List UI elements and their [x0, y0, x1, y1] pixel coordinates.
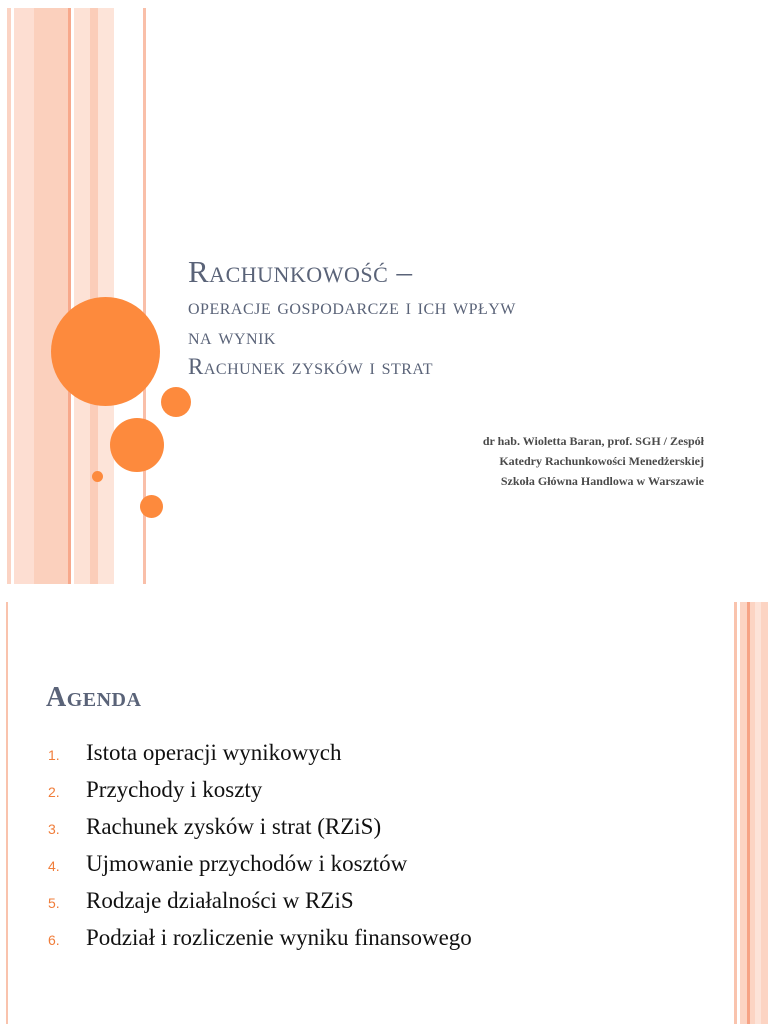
agenda-item [48, 740, 472, 777]
agenda-item-number: 3. [48, 821, 60, 837]
title-subtitle-line-3: Rachunek zysków i strat [188, 354, 433, 379]
decorative-stripe [740, 602, 768, 1024]
decorative-circle-large [51, 297, 160, 406]
agenda-item [48, 814, 472, 851]
decorative-stripe [734, 602, 737, 1024]
decorative-stripe [68, 8, 71, 584]
decorative-stripe [14, 8, 34, 584]
author-line-3: Szkoła Główna Handlowa w Warszawie [500, 474, 704, 488]
decorative-stripe [755, 602, 761, 1024]
agenda-item-number: 6. [48, 932, 60, 948]
author-line-1: dr hab. Wioletta Baran, prof. SGH / Zespół [482, 434, 704, 448]
decorative-stripe [747, 602, 750, 1024]
decorative-circle-tiny [92, 471, 103, 482]
title-subtitle-line-2: na wynik [188, 324, 276, 349]
agenda-item-text: Rodzaje działalności w RZiS [86, 888, 354, 913]
agenda-item [48, 925, 472, 962]
decorative-circle-small [140, 495, 163, 518]
decorative-circle-medium [110, 418, 164, 472]
agenda-item [48, 777, 472, 814]
agenda-item-text: Przychody i koszty [86, 777, 263, 802]
agenda-item [48, 851, 472, 888]
agenda-item-number: 4. [48, 858, 60, 874]
decorative-stripe [34, 8, 68, 584]
agenda-list [48, 740, 472, 962]
agenda-item-number: 5. [48, 895, 60, 911]
decorative-stripe [98, 8, 114, 584]
title-slide [0, 8, 768, 584]
decorative-stripe [7, 8, 11, 584]
agenda-item-text: Podział i rozliczenie wyniku finansowego [86, 925, 472, 950]
agenda-slide [0, 602, 768, 1024]
agenda-item-number: 1. [48, 747, 60, 763]
decorative-stripe [74, 8, 90, 584]
decorative-stripe [90, 8, 98, 584]
author-line-2: Katedry Rachunkowości Menedżerskiej [499, 454, 704, 468]
title-main: Rachunkowość – [188, 254, 413, 289]
agenda-item-text: Rachunek zysków i strat (RZiS) [86, 814, 382, 839]
agenda-item-text: Istota operacji wynikowych [86, 740, 342, 765]
agenda-item-number: 2. [48, 784, 60, 800]
title-subtitle-line-1: operacje gospodarcze i ich wpływ [188, 294, 516, 319]
agenda-item [48, 888, 472, 925]
author-info [483, 431, 704, 491]
slide-title [188, 256, 748, 385]
decorative-stripe [6, 602, 8, 1024]
decorative-circle-small [161, 387, 191, 417]
agenda-item-text: Ujmowanie przychodów i kosztów [86, 851, 408, 876]
agenda-heading: Agenda [46, 682, 142, 713]
